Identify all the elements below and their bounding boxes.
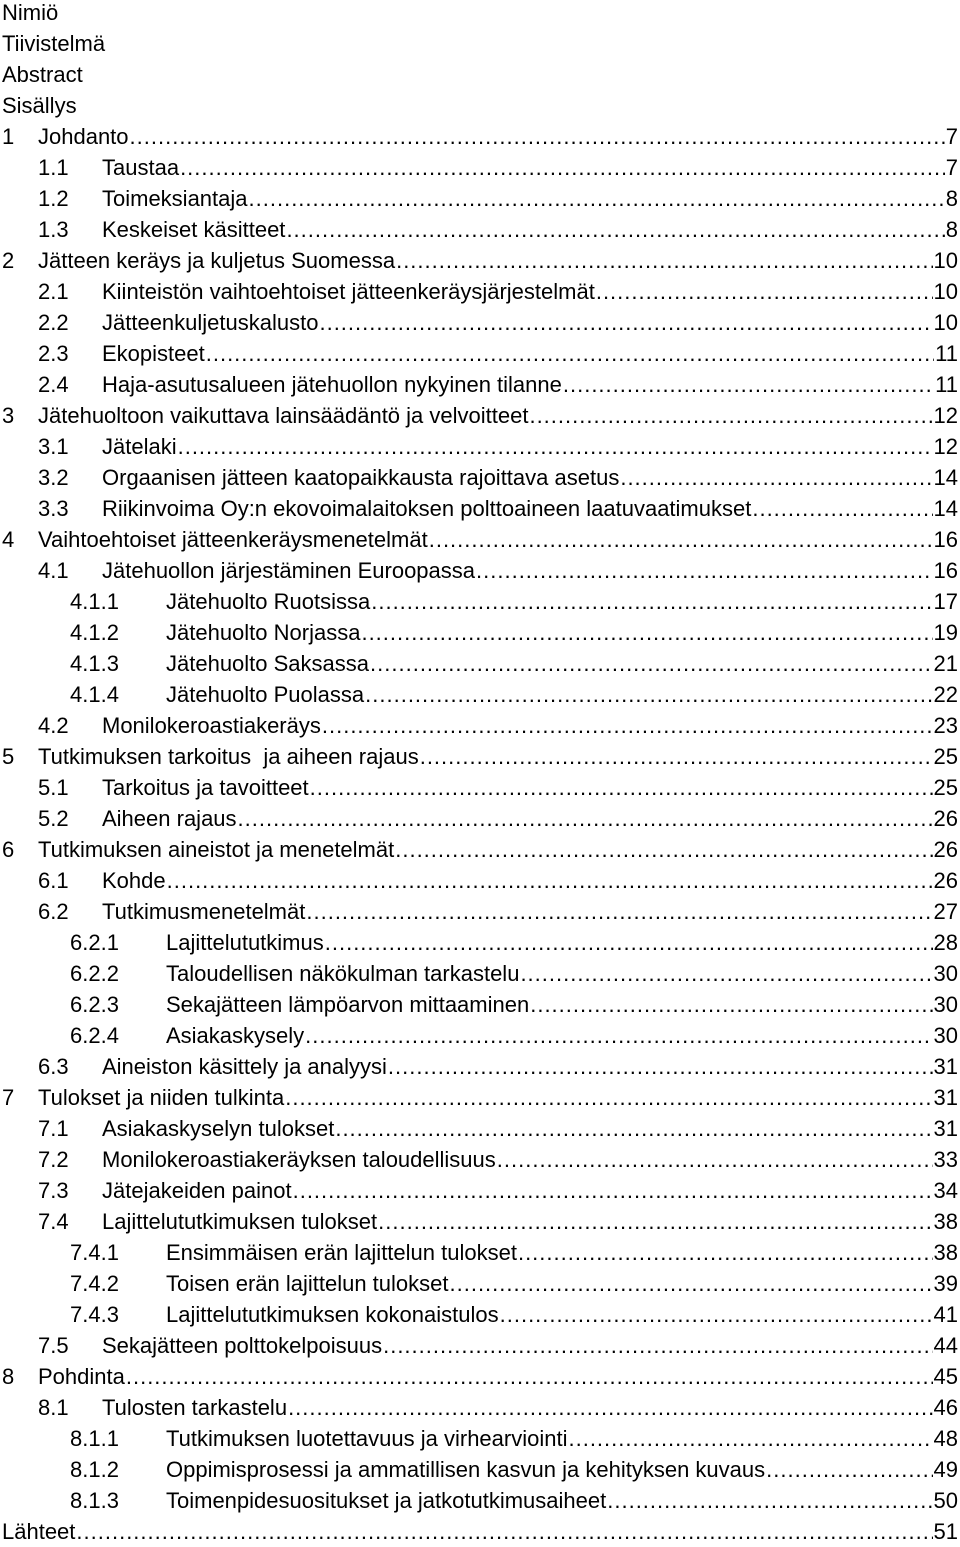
toc-entry-number: 3.3 <box>38 496 69 521</box>
toc-dot-leader <box>370 648 932 679</box>
toc-entry-number: 1.1 <box>38 155 69 180</box>
toc-entry-title: Oppimisprosessi ja ammatillisen kasvun ja kehityksen kuvaus <box>166 1457 766 1482</box>
toc-entry[interactable] <box>0 462 958 493</box>
toc-dot-leader <box>518 1237 933 1268</box>
toc-dot-leader <box>286 214 944 245</box>
toc-dot-leader <box>383 1330 932 1361</box>
toc-page-number: 14 <box>933 496 958 521</box>
toc-dot-leader <box>306 896 932 927</box>
toc-dot-leader <box>167 865 933 896</box>
toc-entry-number: 6.3 <box>38 1054 69 1079</box>
toc-dot-leader <box>130 121 945 152</box>
toc-dot-leader <box>395 834 932 865</box>
toc-entry[interactable] <box>0 1361 958 1392</box>
toc-entry[interactable] <box>0 307 958 338</box>
toc-entry[interactable] <box>0 1299 958 1330</box>
toc-entry[interactable] <box>0 772 958 803</box>
toc-entry-number: 7.5 <box>38 1333 69 1358</box>
toc-dot-leader <box>607 1485 932 1516</box>
toc-entry-number: 6.2.3 <box>70 992 119 1017</box>
toc-front-matter-item[interactable] <box>0 0 958 28</box>
toc-entry-number: 8.1 <box>38 1395 69 1420</box>
toc-entry-number: 8.1.2 <box>70 1457 119 1482</box>
toc-dot-leader <box>396 245 932 276</box>
toc-dot-leader <box>766 1454 932 1485</box>
toc-entry-title: Jätehuolto Saksassa <box>166 651 370 676</box>
toc-entry-number: 8.1.1 <box>70 1426 119 1451</box>
toc-entry[interactable] <box>0 1485 958 1516</box>
toc-entry[interactable] <box>0 276 958 307</box>
toc-dot-leader <box>520 958 932 989</box>
toc-dot-leader <box>530 989 932 1020</box>
toc-entry[interactable] <box>0 183 958 214</box>
toc-page-number: 10 <box>933 279 958 304</box>
toc-dot-leader <box>319 307 932 338</box>
toc-entry-number: 6.2.4 <box>70 1023 119 1048</box>
toc-entry-title: Aiheen rajaus <box>102 806 237 831</box>
toc-entry[interactable] <box>0 1082 958 1113</box>
toc-page-number: 45 <box>933 1364 958 1389</box>
toc-entry-title: Asiakaskyselyn tulokset <box>102 1116 335 1141</box>
toc-entry-number: 3.1 <box>38 434 69 459</box>
toc-front-matter-title: Abstract <box>2 62 83 87</box>
toc-entry-number: 7.3 <box>38 1178 69 1203</box>
toc-page-number: 26 <box>933 837 958 862</box>
toc-entry-title: Haja-asutusalueen jätehuollon nykyinen tilanne <box>102 372 562 397</box>
toc-page-number: 8 <box>945 217 958 242</box>
toc-entry-number: 2.1 <box>38 279 69 304</box>
toc-page-number: 26 <box>933 806 958 831</box>
toc-entry[interactable] <box>0 1051 958 1082</box>
toc-page-number: 41 <box>933 1302 958 1327</box>
toc-entry-title: Johdanto <box>38 124 129 149</box>
toc-entry[interactable] <box>0 555 958 586</box>
toc-page-number: 31 <box>933 1085 958 1110</box>
toc-dot-leader <box>335 1113 932 1144</box>
toc-entry[interactable] <box>0 834 958 865</box>
toc-dot-leader <box>178 431 933 462</box>
toc-page-number: 31 <box>933 1116 958 1141</box>
toc-page-number: 25 <box>933 775 958 800</box>
toc-entry[interactable] <box>0 1330 958 1361</box>
toc-page-number: 16 <box>933 527 958 552</box>
toc-page-number: 10 <box>933 248 958 273</box>
toc-entry-title: Pohdinta <box>38 1364 125 1389</box>
toc-dot-leader <box>361 617 932 648</box>
toc-entry-title: Taustaa <box>102 155 180 180</box>
toc-page-number: 33 <box>933 1147 958 1172</box>
toc-entry[interactable] <box>0 741 958 772</box>
toc-dot-leader <box>305 1020 932 1051</box>
toc-entry-number: 8 <box>2 1364 15 1389</box>
toc-page-number: 30 <box>933 992 958 1017</box>
toc-entry-title: Toisen erän lajittelun tulokset <box>166 1271 449 1296</box>
toc-entry-number: 6.2 <box>38 899 69 924</box>
toc-entry[interactable] <box>0 927 958 958</box>
toc-dot-leader <box>325 927 933 958</box>
toc-entry[interactable] <box>0 121 958 152</box>
toc-entry-title: Jätehuolto Puolassa <box>166 682 365 707</box>
toc-entry-number: 6.1 <box>38 868 69 893</box>
toc-page-number: 46 <box>933 1395 958 1420</box>
toc-dot-leader <box>620 462 932 493</box>
toc-page-number: 30 <box>933 1023 958 1048</box>
toc-front-matter-item[interactable] <box>0 59 958 90</box>
toc-entry-number: 1.3 <box>38 217 69 242</box>
toc-entry-number: 3 <box>2 403 15 428</box>
toc-page-number: 27 <box>933 899 958 924</box>
toc-entry-title: Jätelaki <box>102 434 177 459</box>
toc-entry[interactable] <box>0 865 958 896</box>
toc-entry-title: Vaihtoehtoiset jätteenkeräysmenetelmät <box>38 527 428 552</box>
toc-entry[interactable] <box>0 648 958 679</box>
toc-entry-number: 7.4 <box>38 1209 69 1234</box>
toc-entry-number: 7.2 <box>38 1147 69 1172</box>
toc-entry[interactable] <box>0 896 958 927</box>
toc-entry[interactable] <box>0 369 958 400</box>
toc-dot-leader <box>76 1516 932 1547</box>
toc-entry-title: Jätehuollon järjestäminen Euroopassa <box>102 558 476 583</box>
toc-front-matter-title: Sisällys <box>2 93 77 118</box>
toc-dot-leader <box>420 741 933 772</box>
toc-entry-number: 5 <box>2 744 15 769</box>
toc-entry-number: 6.2.1 <box>70 930 119 955</box>
toc-front-matter-title: Nimiö <box>2 0 59 25</box>
toc-entry-title: Jätejakeiden painot <box>102 1178 292 1203</box>
toc-dot-leader <box>238 803 933 834</box>
toc-page-number: 10 <box>933 310 958 335</box>
toc-entry-number: 4.2 <box>38 713 69 738</box>
toc-entry[interactable] <box>0 245 958 276</box>
toc-entry[interactable] <box>0 1392 958 1423</box>
toc-page-number: 12 <box>933 434 958 459</box>
toc-entry-title: Lajittelututkimus <box>166 930 324 955</box>
toc-entry-title: Ensimmäisen erän lajittelun tulokset <box>166 1240 517 1265</box>
toc-page-number: 30 <box>933 961 958 986</box>
toc-entry[interactable] <box>0 710 958 741</box>
toc-entry[interactable] <box>0 617 958 648</box>
toc-entry[interactable] <box>0 1144 958 1175</box>
toc-entry-number: 4.1 <box>38 558 69 583</box>
toc-page-number: 38 <box>933 1209 958 1234</box>
toc-entry-title: Riikinvoima Oy:n ekovoimalaitoksen polttoaineen laatuvaatimukset <box>102 496 752 521</box>
toc-page-number: 28 <box>933 930 958 955</box>
toc-entry-title: Jätehuoltoon vaikuttava lainsäädäntö ja velvoitteet <box>38 403 529 428</box>
toc-entry-title: Kiinteistön vaihtoehtoiset jätteenkeräysjärjestelmät <box>102 279 595 304</box>
toc-dot-leader <box>206 338 934 369</box>
toc-dot-leader <box>249 183 945 214</box>
toc-entry-title: Asiakaskysely <box>166 1023 305 1048</box>
toc-dot-leader <box>388 1051 933 1082</box>
toc-entry[interactable] <box>0 803 958 834</box>
toc-page-number: 25 <box>933 744 958 769</box>
toc-entry[interactable] <box>0 958 958 989</box>
toc-entry[interactable] <box>0 338 958 369</box>
toc-entry[interactable] <box>0 431 958 462</box>
toc-page-number: 34 <box>933 1178 958 1203</box>
toc-entry[interactable] <box>0 1516 958 1547</box>
toc-entry-title: Lajittelututkimuksen kokonaistulos <box>166 1302 499 1327</box>
toc-dot-leader <box>429 524 933 555</box>
toc-dot-leader <box>563 369 934 400</box>
toc-page-number: 44 <box>933 1333 958 1358</box>
toc-entry-number: 7.4.3 <box>70 1302 119 1327</box>
toc-entry-number: 6 <box>2 837 15 862</box>
toc-entry-title: Taloudellisen näkökulman tarkastelu <box>166 961 520 986</box>
toc-page-number: 12 <box>933 403 958 428</box>
toc-dot-leader <box>568 1423 932 1454</box>
toc-entry-title: Jätteen keräys ja kuljetus Suomessa <box>38 248 396 273</box>
toc-entry-title: Kohde <box>102 868 166 893</box>
toc-entry-title: Tutkimuksen aineistot ja menetelmät <box>38 837 395 862</box>
toc-entry[interactable] <box>0 1423 958 1454</box>
toc-entry-number: 2.2 <box>38 310 69 335</box>
toc-entry-title: Tutkimuksen tarkoitus ja aiheen rajaus <box>38 744 419 769</box>
toc-dot-leader <box>310 772 933 803</box>
toc-entry-title: Tutkimusmenetelmät <box>102 899 306 924</box>
toc-entry-number: 2.3 <box>38 341 69 366</box>
toc-page-number: 26 <box>933 868 958 893</box>
toc-entry-title: Jätehuolto Ruotsissa <box>166 589 371 614</box>
toc-entry[interactable] <box>0 493 958 524</box>
toc-entry-number: 5.2 <box>38 806 69 831</box>
toc-entry-number: 7 <box>2 1085 15 1110</box>
toc-page-number: 16 <box>933 558 958 583</box>
toc-front-matter-item[interactable] <box>0 90 958 121</box>
toc-entry-number: 7.4.2 <box>70 1271 119 1296</box>
toc-entry-title: Jätteenkuljetuskalusto <box>102 310 319 335</box>
toc-entry-number: 1.2 <box>38 186 69 211</box>
toc-dot-leader <box>378 1206 932 1237</box>
toc-entry-title: Monilokeroastiakeräyksen taloudellisuus <box>102 1147 496 1172</box>
toc-page-number: 8 <box>945 186 958 211</box>
toc-entry-title: Ekopisteet <box>102 341 205 366</box>
toc-page-number: 48 <box>933 1426 958 1451</box>
toc-entry-title: Toimeksiantaja <box>102 186 248 211</box>
toc-entry[interactable] <box>0 586 958 617</box>
toc-page-number: 49 <box>933 1457 958 1482</box>
toc-entry-title: Toimenpidesuositukset ja jatkotutkimusaiheet <box>166 1488 607 1513</box>
toc-page-number: 19 <box>933 620 958 645</box>
toc-page-number: 7 <box>945 124 958 149</box>
toc-entry-title: Lajittelututkimuksen tulokset <box>102 1209 378 1234</box>
toc-entry-number: 7.1 <box>38 1116 69 1141</box>
toc-page-number: 14 <box>933 465 958 490</box>
toc-entry[interactable] <box>0 989 958 1020</box>
toc-entry[interactable] <box>0 679 958 710</box>
toc-entry[interactable] <box>0 400 958 431</box>
toc-dot-leader <box>450 1268 933 1299</box>
toc-entry[interactable] <box>0 1454 958 1485</box>
toc-entry-title: Monilokeroastiakeräys <box>102 713 321 738</box>
toc-entry[interactable] <box>0 152 958 183</box>
toc-dot-leader <box>497 1144 933 1175</box>
toc-page-number: 50 <box>933 1488 958 1513</box>
toc-dot-leader <box>322 710 933 741</box>
toc-entry[interactable] <box>0 1268 958 1299</box>
toc-front-matter-title: Tiivistelmä <box>2 31 106 56</box>
toc-page-number: 7 <box>945 155 958 180</box>
toc-entry-title: Tulokset ja niiden tulkinta <box>38 1085 285 1110</box>
toc-entry[interactable] <box>0 1113 958 1144</box>
toc-dot-leader <box>596 276 933 307</box>
toc-entry-number: 8.1.3 <box>70 1488 119 1513</box>
toc-page-number: 38 <box>933 1240 958 1265</box>
toc-entry-number: 5.1 <box>38 775 69 800</box>
toc-entry-number: 4 <box>2 527 15 552</box>
toc-page-number: 11 <box>935 341 958 366</box>
toc-dot-leader <box>476 555 933 586</box>
toc-dot-leader <box>371 586 932 617</box>
toc-entry-title: Aineiston käsittely ja analyysi <box>102 1054 387 1079</box>
toc-entry-title: Tutkimuksen luotettavuus ja virhearviointi <box>166 1426 568 1451</box>
toc-entry[interactable] <box>0 1020 958 1051</box>
toc-entry-title: Sekajätteen lämpöarvon mittaaminen <box>166 992 530 1017</box>
toc-page-number: 39 <box>933 1271 958 1296</box>
toc-entry-number: 6.2.2 <box>70 961 119 986</box>
toc-dot-leader <box>293 1175 933 1206</box>
toc-entry-number: 4.1.3 <box>70 651 119 676</box>
toc-dot-leader <box>180 152 945 183</box>
toc-entry-title: Tulosten tarkastelu <box>102 1395 288 1420</box>
toc-entry-number: 3.2 <box>38 465 69 490</box>
toc-entry[interactable] <box>0 1206 958 1237</box>
toc-entry-title: Jätehuolto Norjassa <box>166 620 361 645</box>
toc-entry[interactable] <box>0 214 958 245</box>
toc-entry-title: Keskeiset käsitteet <box>102 217 286 242</box>
toc-entry[interactable] <box>0 1175 958 1206</box>
toc-dot-leader <box>288 1392 932 1423</box>
toc-page-number: 31 <box>933 1054 958 1079</box>
toc-page-number: 23 <box>933 713 958 738</box>
toc-entry-title: Sekajätteen polttokelpoisuus <box>102 1333 383 1358</box>
toc-page-number: 17 <box>933 589 958 614</box>
toc-page-number: 11 <box>935 372 958 397</box>
toc-entry-title: Lähteet <box>2 1519 76 1544</box>
toc-page-number: 51 <box>933 1519 958 1544</box>
toc-dot-leader <box>285 1082 932 1113</box>
toc-entry[interactable] <box>0 1237 958 1268</box>
toc-dot-leader <box>500 1299 933 1330</box>
toc-dot-leader <box>365 679 932 710</box>
toc-dot-leader <box>126 1361 933 1392</box>
toc-entry-number: 7.4.1 <box>70 1240 119 1265</box>
toc-page-number: 21 <box>933 651 958 676</box>
toc-entry-number: 4.1.2 <box>70 620 119 645</box>
toc-front-matter-item[interactable] <box>0 28 958 59</box>
toc-dot-leader <box>529 400 932 431</box>
toc-entry-number: 4.1.4 <box>70 682 119 707</box>
toc-entry-number: 2.4 <box>38 372 69 397</box>
toc-entry-title: Tarkoitus ja tavoitteet <box>102 775 309 800</box>
toc-entry-title: Orgaanisen jätteen kaatopaikkausta rajoittava asetus <box>102 465 620 490</box>
toc-page-number: 22 <box>933 682 958 707</box>
toc-dot-leader <box>752 493 932 524</box>
toc-entry[interactable] <box>0 524 958 555</box>
toc-entry-number: 4.1.1 <box>70 589 119 614</box>
toc-entry-number: 1 <box>2 124 15 149</box>
toc-entry-number: 2 <box>2 248 15 273</box>
